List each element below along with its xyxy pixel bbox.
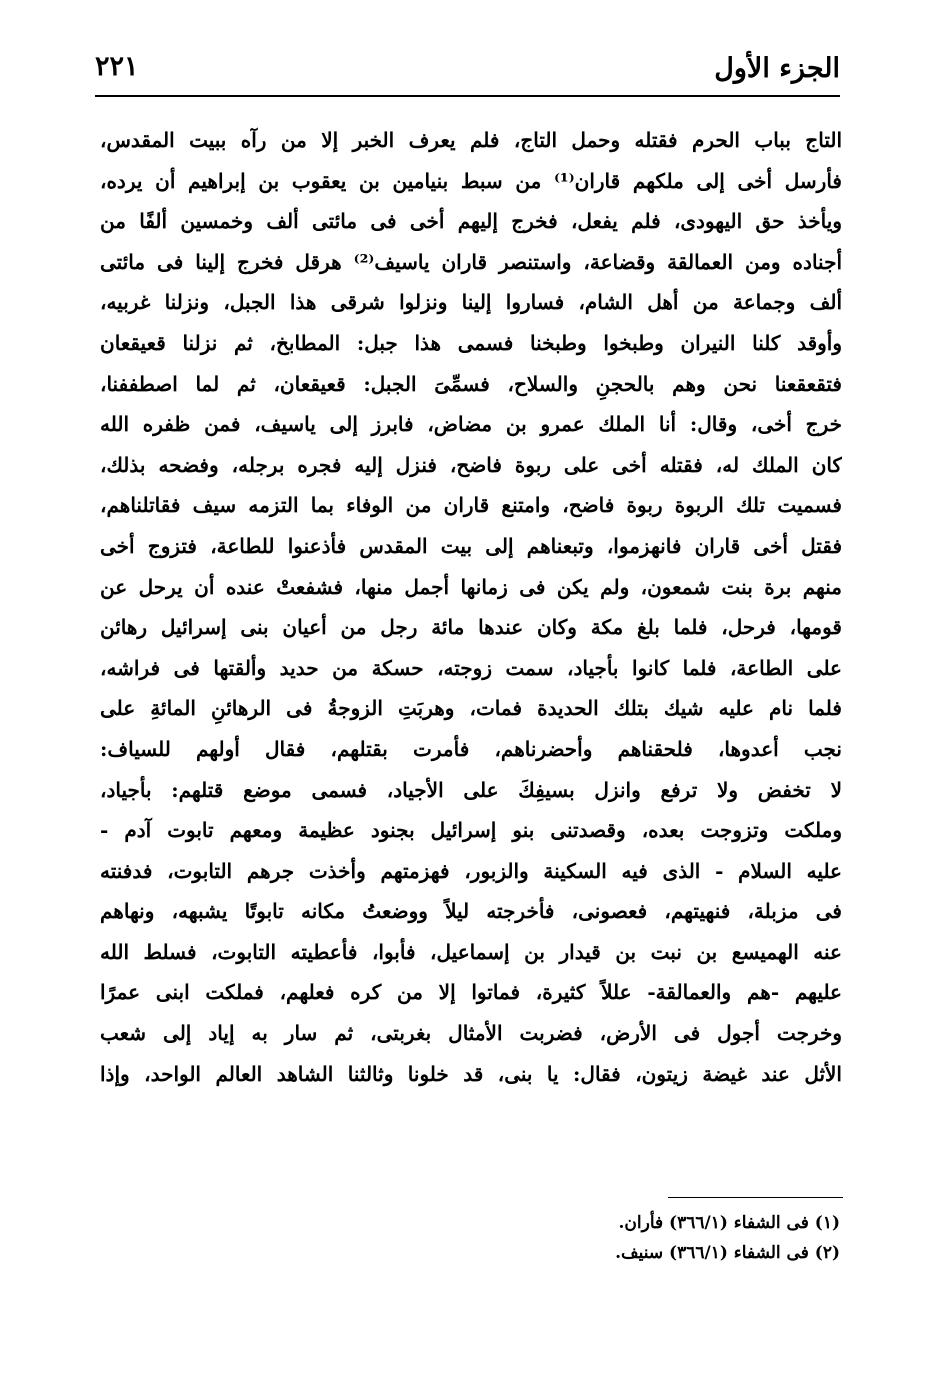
text-line: التاج بباب الحرم فقتله وحمل التاج، فلم يعرف الخبر إلا من رآه ببيت المقدس، [100,128,842,152]
text-line: فأرسل أخى إلى ملكهم قاران⁽¹⁾ من سبط بنيامين بن يعقوب بن إبراهيم أن يرده، [100,168,842,193]
footnotes [100,1208,840,1268]
text-line: ألف وجماعة من أهل الشام، فساروا إلينا ونزلوا شرقى هذا الجبل، ونزلنا غربيه، [100,290,842,315]
main-text [100,120,842,1094]
text-line: وأوقد كلنا النيران وطبخوا وطبخنا فسمى هذا جبل: المطابخ، ثم نزلنا قعيقعان [100,330,842,355]
page-number: ٢٢١ [95,51,139,82]
text-line: أجناده ومن العمالقة وقضاعة، واستنصر قاران ياسيف⁽²⁾ هرقل فخرج إلينا فى مائتى [100,249,842,274]
text-line: منهم برة بنت شمعون، ولم يكن فى زمانها أجمل منها، فشفعتْ عنده أن يرحل عن [100,574,842,599]
text-line: فسميت تلك الربوة ربوة فاضح، وامتنع قاران من الوفاء بما التزمه سيف فقاتلناهم، [100,493,842,518]
text-line: قومها، فرحل، فلما بلغ مكة وكان عندها مائة رجل من أعيان بنى إسرائيل رهائن [100,615,842,640]
text-line: ويأخذ حق اليهودى، فلم يفعل، فخرج إليهم أخى فى مائتى ألف وخمسين ألفًا من [100,209,842,234]
running-title: الجزء الأول [714,53,840,84]
text-line: وملكت وتزوجت بعده، وقصدتنى بنو إسرائيل بجنود عظيمة ومعهم تابوت آدم - [100,818,842,843]
text-line: على الطاعة، فلما كانوا بأجياد، سمت زوجته، حسكة من حديد وألقتها فى فراشه، [100,655,842,680]
text-line: كان الملك له، فقتله أخى على ربوة فاضح، فنزل إليه فجره برجله، وفضحه بذلك، [100,452,842,477]
text-line: لا تخفض ولا ترفع وانزل بسيفِكَ على الأجياد، فسمى موضع قتلهم: بأجياد، [100,777,842,802]
footnote: (١) فى الشفاء (٣٦٦/١) فأران. [618,1213,840,1233]
text-line: فى مزبلة، فنهيتهم، فعصونى، فأخرجته ليلاً ووضعتُ مكانه تابوتًا يشبهه، ونهاهم [100,899,842,924]
text-line: الأثل عند غيضة زيتون، فقال: يا بنى، قد خلونا وثالثنا الشاهد العالم الواحد، وإذا [100,1061,842,1086]
text-line: نجب أعدوها، فلحقناهم وأحضرناهم، فأمرت بقتلهم، فقال أولهم للسياف: [100,736,842,761]
text-line: عليهم -هم والعمالقة- عللاً كثيرة، فماتوا إلا من كره فعلهم، فملكت ابنى عمرًا [100,980,842,1005]
text-line: فقتل أخى قاران فانهزموا، وتبعناهم إلى بيت المقدس فأذعنوا للطاعة، فتزوج أخى [100,533,842,558]
text-line: عليه السلام - الذى فيه السكينة والزبور، فهزمتهم وأخذت جرهم التابوت، فدفنته [100,858,842,883]
text-line: خرج أخى، وقال: أنا الملك عمرو بن مضاض، فابرز إلى ياسيف، فمن ظفره الله [100,412,842,437]
running-header [95,42,840,94]
text-line: فتقعقعنا نحن وهم بالحجنِ والسلاح، فسمِّىَ الجبل: قعيقعان، ثم لما اصطففنا، [100,371,842,396]
text-line: عنه الهميسع بن نبت بن قيدار بن إسماعيل، فأبوا، فأعطيته التابوت، فسلط الله [100,939,842,964]
text-line: وخرجت أجول فى الأرض، فضربت الأمثال بغربتى، ثم سار به إياد إلى شعب [100,1021,842,1046]
header-divider [95,95,840,97]
footnote-divider [668,1197,843,1198]
footnote: (٢) فى الشفاء (٣٦٦/١) سنيف. [615,1243,840,1263]
text-line: فلما نام عليه شيك بتلك الحديدة فمات، وهربَتِ الزوجةُ فى الرهائنِ المائةِ على [100,696,842,721]
